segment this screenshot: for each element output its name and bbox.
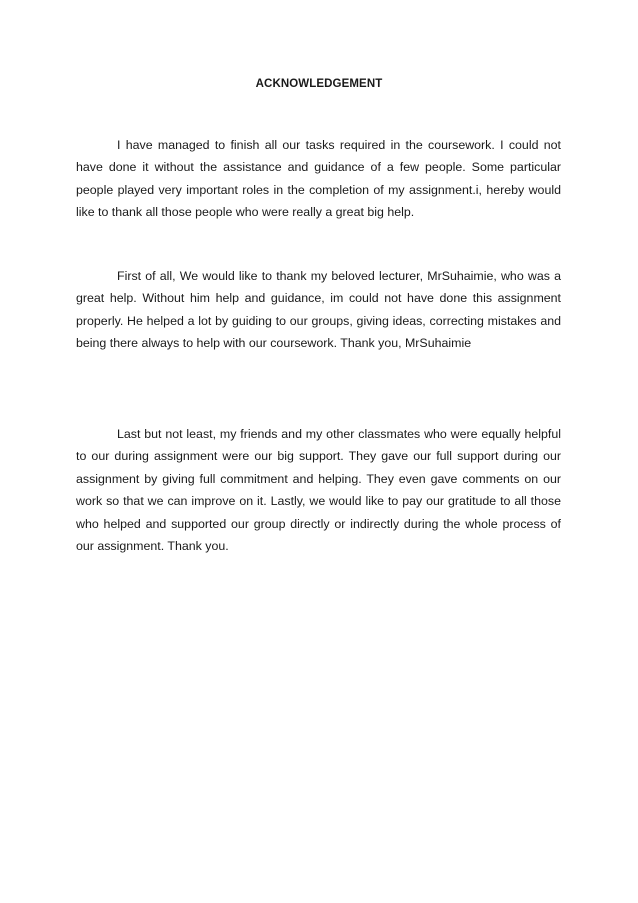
paragraph-intro: I have managed to finish all our tasks required in the coursework. I could not have done it without the assistance and guidance of a few people. Some particular people played very important roles in the completion of my assignment.i, hereby would like to thank all those people who were really a great big help. xyxy=(76,138,561,220)
paragraph-lecturer-thanks: First of all, We would like to thank my beloved lecturer, MrSuhaimie, who was a great help. Without him help and guidance, im could not have done this assignment properly. He helped a lot by guiding to our groups, giving ideas, correcting mistakes and being there always to help with our coursework. Thank you, MrSuhaimie xyxy=(76,269,561,351)
paragraph-friends-thanks: Last but not least, my friends and my other classmates who were equally helpful to our during assignment were our big support. They gave our full support during our assignment by giving full commitment and helping. They even gave comments on our work so that we can improve on it. Lastly, we would like to pay our gratitude to all those who helped and supported our group directly or indirectly during the whole process of our assignment. Thank you. xyxy=(76,427,561,554)
page-title: ACKNOWLEDGEMENT xyxy=(255,78,383,90)
